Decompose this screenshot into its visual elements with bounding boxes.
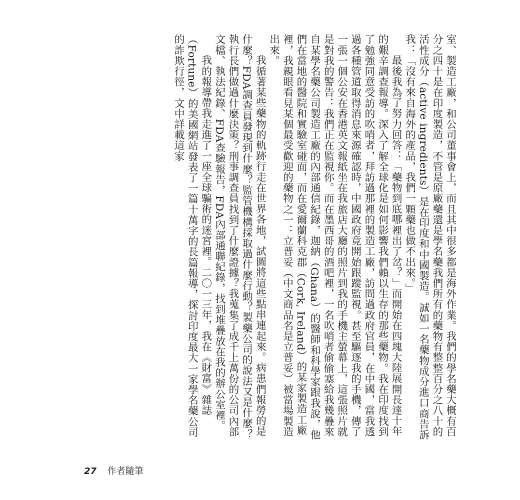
section-label: 作者隨筆 bbox=[107, 467, 144, 477]
body-text bbox=[52, 34, 456, 442]
page-footer bbox=[84, 464, 143, 477]
paragraph: 我的報導帶我走進了一座全球騙術的迷宮裡。二〇一三年，我在《財富》雜誌（Fortune）的美國網站發表了一篇十萬字的長篇報導，探討印度最大一家學名藥公司的詐欺行徑，文中詳載這家 bbox=[172, 34, 212, 438]
paragraph: 我循著某些藥物的軌跡行走在世界各地，試圖將這些點串連起來。病患們報勞的是什麼？FDA調查員發現到什麼？監管機構採取過什麼行動？製藥公司的說法又是什麼？執行長們做過什麼決策？刑事調查員找到了什麼證據？我蒐集了成千上萬份的公司內部文檔、執法紀錄、FDA查驗報告，FDA內部通聯紀錄，找到堆疊放在我的辦公室裡。 bbox=[212, 34, 266, 440]
paragraph: 最後我為了努力回答：「藥物到底哪裡出了岔？」而開始在四塊大陸展開長達十年的艱辛調查報導。深入了解全球化是如何影響我們賴以生存的那些藥物。我在印度找到了勉強同意受訪的吹哨者，拜訪過那裡的製造工廠，訪問過政府官員，在中國，當我透過各種管道取得消息來源確認時，中國政府竟開始跟蹤監視。甚至驅逐我的手機，傳了一張一個公安在香港英文報紙坐在我旅店大廳的照片到我的手機主螢幕上，這張照片就是對我的警告：我們正在監視你。而在墨西哥的酒吧裡，一名吹哨者偷偷塞給我幾疊來自某學名藥公司製造工廠的內部通信紀錄，迦納（Ghana）的醫師和科學家跟我說，他們在當地的醫院和實驗室碰面，而在愛爾蘭科克郡（Cork, Ireland）的某家製造工廠裡，我親眼看見某個最受歡迎的藥物之一：立普妥（中文商品名是立普妥）被當場製造出來。 bbox=[267, 34, 402, 441]
page-number: 27 bbox=[84, 467, 97, 477]
paragraph: 室、製造工廠，和公司董事會上，而且其中很多都是海外作業。我們的學名藥大概有百分之四十是在印度製造，不管是原廠藥還是學名藥我們所有的藥物有整整百分之八十的活性成分（active ingredients）是在印度和中國製造。誠如一名藥物成分進口商告訴我：「沒有來自海外的產品，我們一顆藥也做不出來。」 bbox=[403, 34, 456, 440]
